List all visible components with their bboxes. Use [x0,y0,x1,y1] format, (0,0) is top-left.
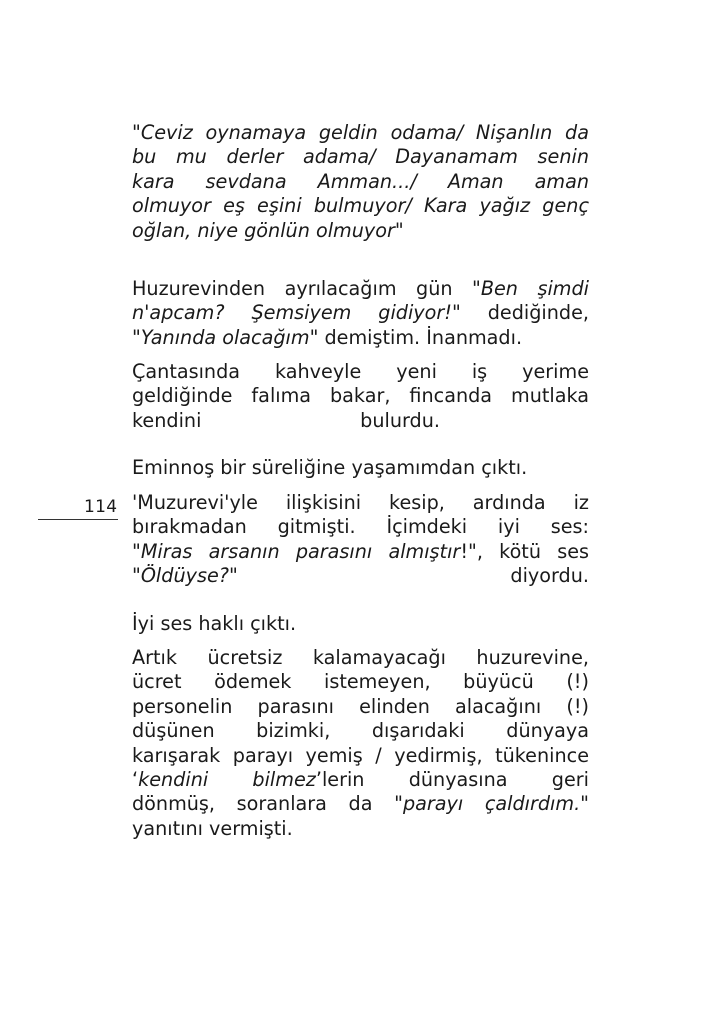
text-line: karışarak parayı yemiş / yedirmiş, tükenince [132,743,589,767]
text-line: ücret ödemek istemeyen, büyücü (!) [132,670,589,694]
text-line: n'apcam? Şemsiyem gidiyor!" dediğinde, [132,301,589,325]
text-line: "Öldüyse?" diyordu. [132,564,589,588]
text-line: 'Muzurevi'yle ilişkisini kesip, ardında iz [132,491,589,514]
text-line: "Yanında olacağım" demiştim. İnanmadı. [132,325,523,349]
lyric-line: olmuyor eş eşini bulmuyor/ Kara yağız genç [132,194,589,218]
text-line: İyi ses haklı çıktı. [132,612,297,635]
paragraph [132,612,589,636]
lyric-line: oğlan, niye gönlün olmuyor" [132,218,404,242]
text-line: Çantasında kahveyle yeni iş yerime [132,360,589,383]
paragraph [132,646,589,841]
text-line: ‘kendini bilmez’lerin dünyasına geri [132,768,589,792]
paragraph [132,360,589,433]
text-line: Huzurevinden ayrılacağım gün "Ben şimdi [132,277,589,300]
lyric-line: "Ceviz oynamaya geldin odama/ Nişanlın da [132,121,589,144]
song-lyric-quote [132,121,589,243]
page-number: 114 [84,497,118,517]
paragraph [132,277,589,350]
text-line: Eminnoş bir süreliğine yaşamımdan çıktı. [132,456,528,479]
text-line: yanıtını vermişti. [132,816,293,840]
lyric-line: bu mu derler adama/ Dayanamam senin [132,145,589,169]
text-line: geldiğinde falıma bakar, fincanda mutlaka [132,384,589,408]
paragraph [132,491,589,589]
text-line: dönmüş, soranlara da "parayı çaldırdım." [132,792,589,816]
text-line: Artık ücretsiz kalamayacağı huzurevine, [132,646,589,669]
text-line: bırakmadan gitmişti. İçimdeki iyi ses: [132,515,589,539]
text-line: personelin parasını elinden alacağını (!) [132,694,589,718]
lyric-line: kara sevdana Amman.../ Aman aman [132,169,589,193]
text-line: kendini bulurdu. [132,408,440,432]
margin-rule [38,519,118,520]
text-line: "Miras arsanın parasını almıştır!", kötü ses [132,539,590,563]
paragraph [132,456,589,480]
text-line: düşünen bizimki, dışarıdaki dünyaya [132,719,589,743]
